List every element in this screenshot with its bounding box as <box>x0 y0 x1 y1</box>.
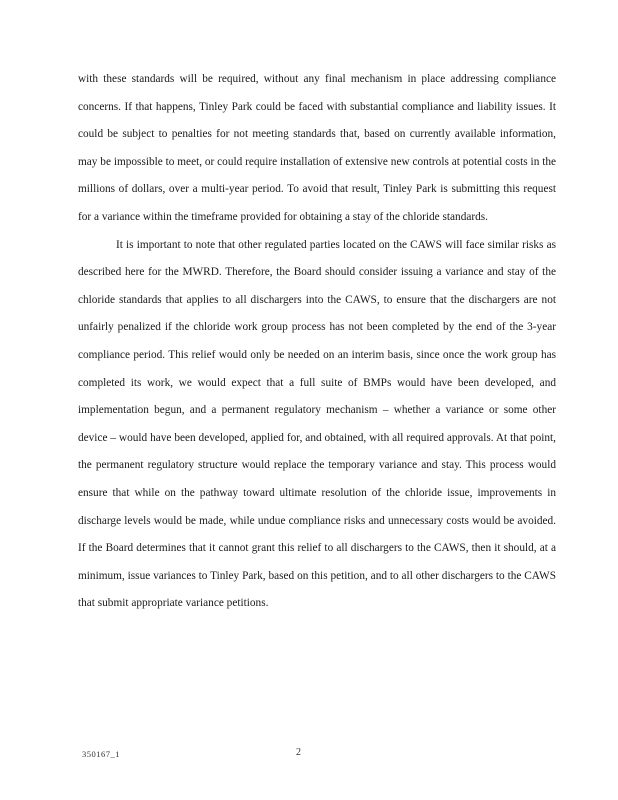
body-text <box>78 66 556 618</box>
document-footer-id: 350167_1 <box>82 749 120 759</box>
paragraph-caws-relief: It is important to note that other regulated parties located on the CAWS will face similar risks as described here for the MWRD. Therefore, the Board should consider issuing a variance and stay of the chloride standards that applies to all dischargers into the CAWS, to ensure that the dischargers are not unfairly penalized if the chloride work group process has not been completed by the end of the 3-year compliance period. This relief would only be needed on an interim basis, since once the work group has completed its work, we would expect that a full suite of BMPs would have been developed, and implementation begun, and a permanent regulatory mechanism – whether a variance or some other device – would have been developed, applied for, and obtained, with all required approvals. At that point, the permanent regulatory structure would replace the temporary variance and stay. This process would ensure that while on the pathway toward ultimate resolution of the chloride issue, improvements in discharge levels would be made, while undue compliance risks and unnecessary costs would be avoided. If the Board determines that it cannot grant this relief to all dischargers to the CAWS, then it should, at a minimum, issue variances to Tinley Park, based on this petition, and to all other dischargers to the CAWS that submit appropriate variance petitions. <box>78 238 556 610</box>
page-number: 2 <box>296 747 301 758</box>
paragraph-continuation: with these standards will be required, without any final mechanism in place addressing compliance concerns. If that happens, Tinley Park could be faced with substantial compliance and liability issues. It could be subject to penalties for not meeting standards that, based on currently available information, may be impossible to meet, or could require installation of extensive new controls at potential costs in the millions of dollars, over a multi-year period. To avoid that result, Tinley Park is submitting this request for a variance within the timeframe provided for obtaining a stay of the chloride standards. <box>78 73 556 223</box>
